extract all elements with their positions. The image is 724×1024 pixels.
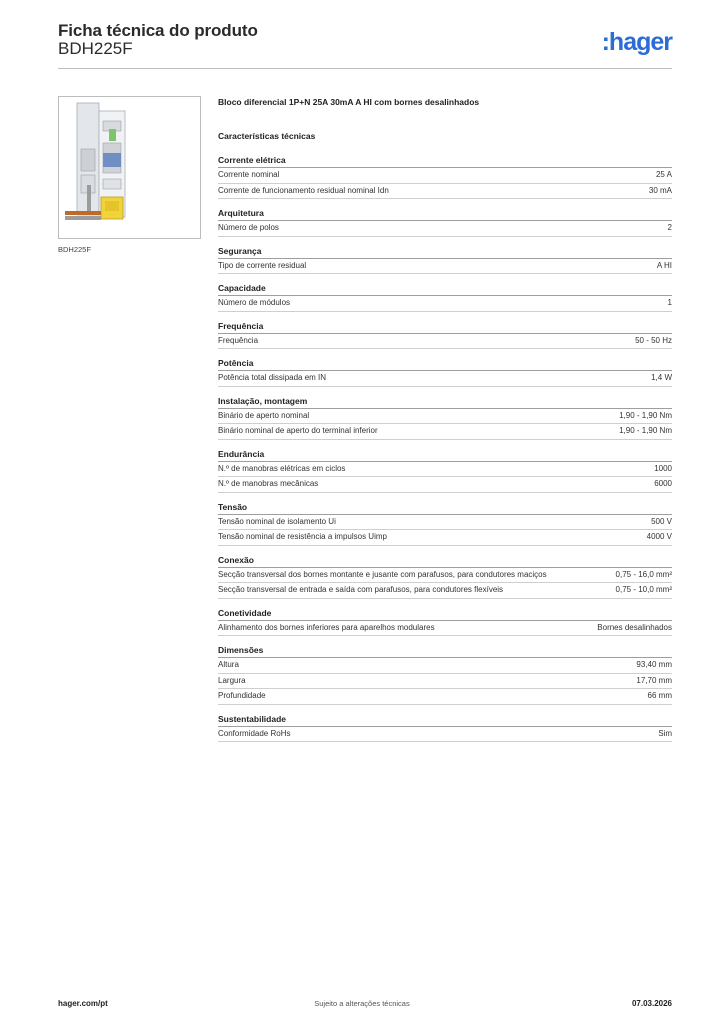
spec-group bbox=[218, 606, 672, 637]
spec-group-title: Potência bbox=[218, 356, 672, 371]
spec-group-title: Frequência bbox=[218, 319, 672, 334]
spec-row bbox=[218, 462, 672, 478]
spec-label: Potência total dissipada em IN bbox=[218, 373, 327, 382]
spec-row bbox=[218, 674, 672, 690]
spec-group-title: Dimensões bbox=[218, 643, 672, 658]
spec-value: 17,70 mm bbox=[636, 675, 672, 685]
spec-value: 93,40 mm bbox=[636, 660, 672, 669]
spec-row bbox=[218, 727, 672, 743]
spec-group bbox=[218, 356, 672, 387]
spec-label: Largura bbox=[218, 675, 246, 685]
spec-value: 1,90 - 1,90 Nm bbox=[619, 426, 672, 435]
header-divider bbox=[58, 68, 672, 69]
spec-value: 1,4 W bbox=[651, 373, 672, 382]
spec-row bbox=[218, 621, 672, 637]
spec-row bbox=[218, 296, 672, 312]
spec-row bbox=[218, 568, 672, 584]
spec-group bbox=[218, 153, 672, 199]
spec-group bbox=[218, 206, 672, 237]
spec-row bbox=[218, 530, 672, 546]
spec-value: 6000 bbox=[654, 479, 672, 488]
spec-value: 30 mA bbox=[648, 185, 672, 195]
spec-group bbox=[218, 244, 672, 275]
spec-row bbox=[218, 371, 672, 387]
spec-group-title: Conexão bbox=[218, 553, 672, 568]
product-code: BDH225F bbox=[58, 39, 133, 58]
spec-group-title: Corrente elétrica bbox=[218, 153, 672, 168]
spec-group-title: Sustentabilidade bbox=[218, 712, 672, 727]
hager-logo: :hager bbox=[601, 28, 672, 56]
spec-label: Número de polos bbox=[218, 223, 279, 232]
spec-label: Binário de aperto nominal bbox=[218, 410, 310, 420]
spec-label: N.º de manobras mecânicas bbox=[218, 479, 319, 488]
spec-value: Bornes desalinhados bbox=[597, 622, 672, 632]
spec-label: Corrente nominal bbox=[218, 170, 280, 179]
spec-group-title: Endurância bbox=[218, 447, 672, 462]
spec-heading: Características técnicas bbox=[218, 131, 316, 141]
spec-group bbox=[218, 643, 672, 705]
spec-row bbox=[218, 658, 672, 674]
spec-label: N.º de manobras elétricas em ciclos bbox=[218, 463, 346, 473]
spec-label: Alinhamento dos bornes inferiores para aparelhos modulares bbox=[218, 622, 435, 632]
spec-value: 50 - 50 Hz bbox=[635, 335, 672, 345]
spec-label: Tipo de corrente residual bbox=[218, 260, 307, 270]
spec-group-title: Conetividade bbox=[218, 606, 672, 621]
spec-group-title: Capacidade bbox=[218, 281, 672, 296]
spec-group bbox=[218, 500, 672, 546]
spec-group-title: Instalação, montagem bbox=[218, 394, 672, 409]
footer-date: 07.03.2026 bbox=[631, 999, 672, 1008]
footer-website-link[interactable]: hager.com/pt bbox=[58, 999, 108, 1008]
spec-value: 1000 bbox=[654, 463, 672, 473]
spec-group-title: Arquitetura bbox=[218, 206, 672, 221]
spec-value: 1 bbox=[667, 298, 672, 307]
footer-notice: Sujeito a alterações técnicas bbox=[314, 999, 410, 1008]
product-description: Bloco diferencial 1P+N 25A 30mA A HI com bornes desalinhados bbox=[218, 97, 480, 107]
spec-row bbox=[218, 409, 672, 425]
spec-group-title: Tensão bbox=[218, 500, 672, 515]
spec-group-title: Segurança bbox=[218, 244, 672, 259]
spec-group bbox=[218, 394, 672, 440]
spec-value: 1,90 - 1,90 Nm bbox=[619, 410, 672, 420]
spec-label: Tensão nominal de isolamento Ui bbox=[218, 516, 336, 526]
spec-value: 4000 V bbox=[646, 532, 672, 541]
spec-row bbox=[218, 221, 672, 237]
spec-group bbox=[218, 319, 672, 350]
spec-value: Sim bbox=[658, 728, 672, 738]
image-caption: BDH225F bbox=[58, 245, 91, 254]
spec-row bbox=[218, 168, 672, 184]
spec-label: Número de módulos bbox=[218, 298, 291, 307]
spec-group bbox=[218, 553, 672, 599]
spec-label: Corrente de funcionamento residual nominal Idn bbox=[218, 185, 389, 195]
spec-value: 2 bbox=[667, 223, 672, 232]
spec-label: Frequência bbox=[218, 335, 259, 345]
spec-label: Conformidade RoHs bbox=[218, 728, 291, 738]
spec-row bbox=[218, 515, 672, 531]
spec-value: A HI bbox=[656, 260, 672, 270]
spec-row bbox=[218, 259, 672, 275]
product-illustration bbox=[59, 97, 200, 238]
spec-row bbox=[218, 424, 672, 440]
spec-label: Secção transversal de entrada e saída com parafusos, para condutores flexíveis bbox=[218, 585, 504, 594]
spec-value: 0,75 - 16,0 mm² bbox=[615, 569, 672, 579]
document-title: Ficha técnica do produto bbox=[58, 21, 258, 40]
spec-label: Profundidade bbox=[218, 691, 266, 700]
spec-row bbox=[218, 477, 672, 493]
spec-label: Binário nominal de aperto do terminal inferior bbox=[218, 426, 378, 435]
spec-label: Tensão nominal de resistência a impulsos Uimp bbox=[218, 532, 387, 541]
spec-value: 0,75 - 10,0 mm² bbox=[615, 585, 672, 594]
spec-value: 25 A bbox=[655, 170, 672, 179]
spec-label: Altura bbox=[218, 660, 239, 669]
spec-table bbox=[218, 146, 672, 742]
spec-row bbox=[218, 583, 672, 599]
spec-value: 66 mm bbox=[647, 691, 672, 700]
spec-group bbox=[218, 447, 672, 493]
spec-group bbox=[218, 281, 672, 312]
spec-row bbox=[218, 334, 672, 350]
spec-row bbox=[218, 689, 672, 705]
product-image bbox=[58, 96, 201, 239]
spec-row bbox=[218, 184, 672, 200]
spec-value: 500 V bbox=[651, 516, 672, 526]
spec-group bbox=[218, 712, 672, 743]
spec-label: Secção transversal dos bornes montante e jusante com parafusos, para condutores maciços bbox=[218, 569, 547, 579]
